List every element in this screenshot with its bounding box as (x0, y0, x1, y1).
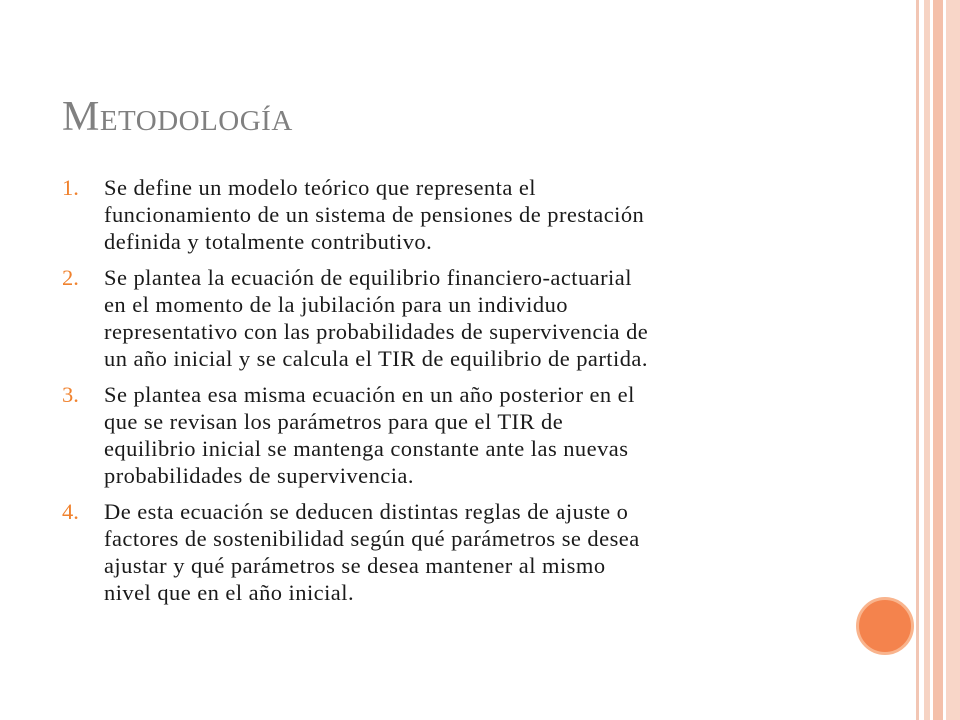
list-item-number: 2. (62, 265, 79, 290)
methodology-list (62, 174, 832, 615)
list-item-text: De esta ecuación se deducen distintas reglas de ajuste o factores de sostenibilidad según qué parámetros se desea ajustar y qué parámetros se desea mantener al mismo nivel que en el año inicial. (104, 499, 640, 605)
list-item (62, 381, 832, 489)
list-item (62, 264, 832, 372)
decorative-circle (856, 597, 914, 655)
slide-title: Metodología (62, 94, 293, 140)
decorative-stripe (924, 0, 930, 720)
list-item-number: 1. (62, 175, 79, 200)
list-item (62, 498, 832, 606)
list-item (62, 174, 832, 255)
list-item-number: 3. (62, 382, 79, 407)
list-item-number: 4. (62, 499, 79, 524)
decorative-stripe (916, 0, 919, 720)
list-item-text: Se plantea esa misma ecuación en un año posterior en el que se revisan los parámetros para que el TIR de equilibrio inicial se mantenga constante ante las nuevas probabilidades de supervivencia. (104, 382, 635, 488)
decorative-stripe (946, 0, 960, 720)
decorative-stripe (933, 0, 943, 720)
list-item-text: Se define un modelo teórico que representa el funcionamiento de un sistema de pensiones de prestación definida y totalmente contributivo. (104, 175, 645, 254)
list-item-text: Se plantea la ecuación de equilibrio financiero-actuarial en el momento de la jubilación para un individuo representativo con las probabilidades de supervivencia de un año inicial y se calcula el TIR de equilibrio de partida. (104, 265, 649, 371)
